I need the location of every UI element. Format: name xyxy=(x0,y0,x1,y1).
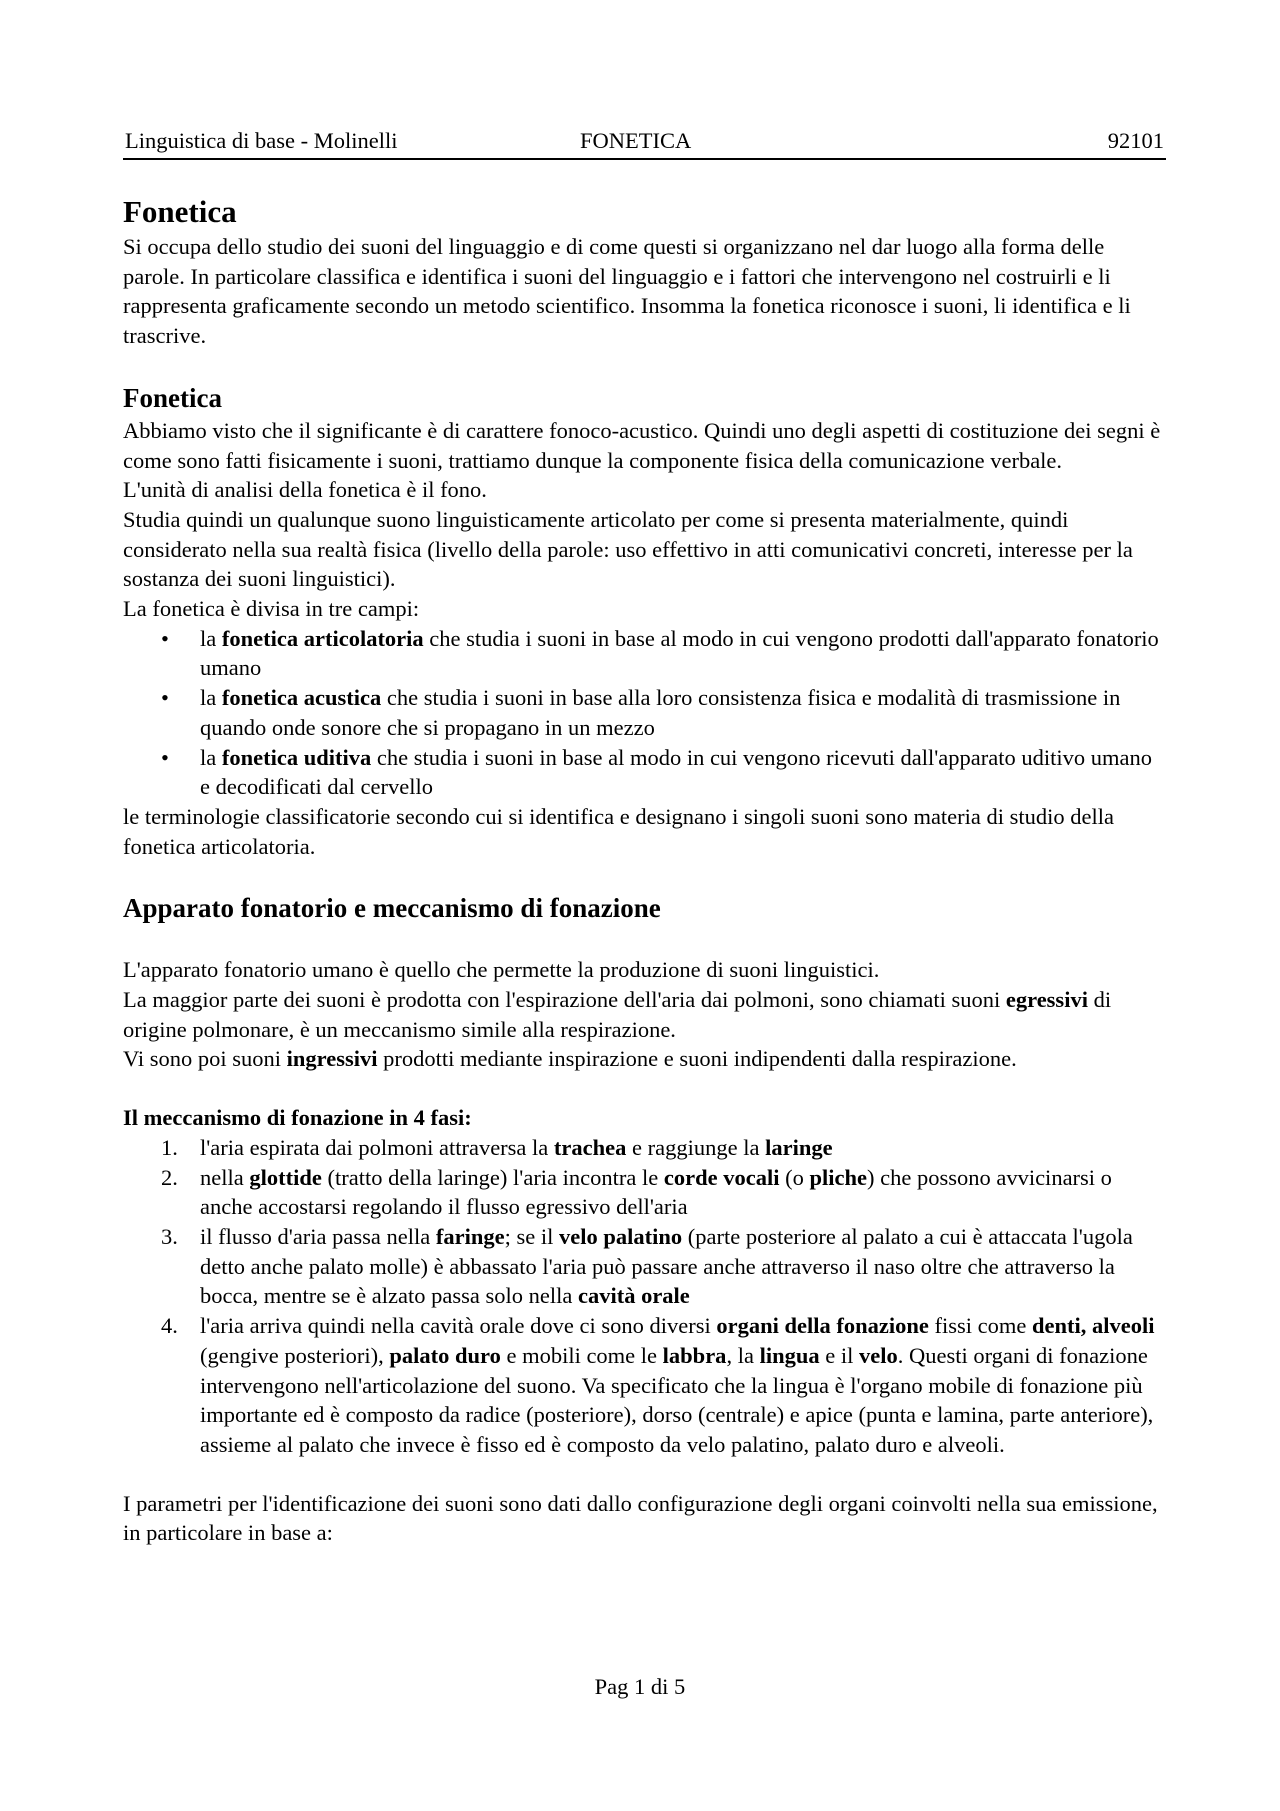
page-header xyxy=(123,126,1166,160)
bullet-icon: • xyxy=(161,625,169,651)
list-item: 3. il flusso d'aria passa nella faringe; se il velo palatino (parte posteriore al palato a cui è attaccata l'ugola detto anche palato molle) è abbassato l'aria può passare anche attraverso il naso oltre che attraverso la bocca, mentre se è alzato passa solo nella cavità orale xyxy=(161,1223,1133,1309)
spacer xyxy=(123,351,1166,380)
list-item: • la fonetica articolatoria che studia i suoni in base al modo in cui vengono prodotti dall'apparato fonatorio umano xyxy=(161,625,1159,681)
list-item: • la fonetica uditiva che studia i suoni in base al modo in cui vengono ricevuti dall'apparato uditivo umano e decodificati dal cervello xyxy=(161,744,1153,800)
paragraph: le terminologie classificatorie secondo cui si identifica e designano i singoli suoni sono materia di studio della fonetica articolatoria. xyxy=(123,803,1115,859)
paragraph: Studia quindi un qualunque suono linguisticamente articolato per come si presenta materialmente, quindi considerato nella sua realtà fisica (livello della parole: uso effettivo in atti comunicativi concreti, interesse per la sostanza dei suoni linguistici). xyxy=(123,506,1133,592)
paragraph: La maggior parte dei suoni è prodotta con l'espirazione dell'aria dai polmoni, sono chiamati suoni egressivi di origine polmonare, è un meccanismo simile alla respirazione. xyxy=(123,987,1112,1042)
section-title: Fonetica xyxy=(123,194,237,229)
spacer xyxy=(123,1460,1166,1489)
paragraph: L'unità di analisi della fonetica è il fono. xyxy=(123,477,487,503)
list-item: • la fonetica acustica che studia i suoni in base alla loro consistenza fisica e modalità di trasmissione in quando onde sonore che si propagano in un mezzo xyxy=(161,685,1121,740)
paragraph: La fonetica è divisa in tre campi: xyxy=(123,596,420,622)
header-code: 92101 xyxy=(1107,128,1164,153)
subsection-title: Il meccanismo di fonazione in 4 fasi: xyxy=(123,1105,472,1131)
list-item: 4. l'aria arriva quindi nella cavità orale dove ci sono diversi organi della fonazione fissi come denti, alveoli (gengive posteriori), palato duro e mobili come le labbra, la lingua e il velo. Questi organi di fonazione intervengono nell'articolazione del suono. Va specificato che la lingua è l'organo mobile di fonazione più importante ed è composto da radice (posteriore), dorso (centrale) e apice (punta e lamina, parte anteriore), assieme al palato che invece è fisso ed è composto da velo palatino, palato duro e alveoli. xyxy=(161,1313,1155,1457)
paragraph: Si occupa dello studio dei suoni del linguaggio e di come questi si organizzano nel dar luogo alla forma delle parole. In particolare classifica e identifica i suoni del linguaggio e i fattori che intervengono nel costruirli e li rappresenta graficamente secondo un metodo scientifico. Insomma la fonetica riconosce i suoni, li identifica e li trascrive. xyxy=(123,234,1131,349)
bullet-icon: • xyxy=(161,685,169,711)
section-title: Apparato fonatorio e meccanismo di fonazione xyxy=(123,893,661,924)
spacer xyxy=(123,1074,1166,1103)
bullet-icon: • xyxy=(161,744,169,770)
paragraph: Abbiamo visto che il significante è di carattere fonoco-acustico. Quindi uno degli aspetti di costituzione dei segni è come sono fatti fisicamente i suoni, trattiamo dunque la componente fisica della comunicazione verbale. xyxy=(123,417,1161,473)
document-body xyxy=(123,192,1166,1548)
section-title: Fonetica xyxy=(123,382,222,413)
spacer xyxy=(123,861,1166,890)
list-item: 2. nella glottide (tratto della laringe) l'aria incontra le corde vocali (o pliche) che possono avvicinarsi o anche accostarsi regolando il flusso egressivo dell'aria xyxy=(161,1164,1112,1220)
page-number: Pag 1 di 5 xyxy=(594,1674,686,1699)
bullet-list xyxy=(123,624,1166,802)
paragraph: L'apparato fonatorio umano è quello che permette la produzione di suoni linguistici. xyxy=(123,957,880,983)
header-topic: FONETICA xyxy=(580,128,692,153)
spacer xyxy=(123,926,1166,955)
paragraph: I parametri per l'identificazione dei suoni sono dati dallo configurazione degli organi coinvolti nella sua emissione, in particolare in base a: xyxy=(123,1490,1158,1546)
numbered-list xyxy=(123,1133,1166,1460)
header-course: Linguistica di base - Molinelli xyxy=(125,128,398,153)
list-item: 1. l'aria espirata dai polmoni attraversa la trachea e raggiunge la laringe xyxy=(161,1134,833,1160)
paragraph: Vi sono poi suoni ingressivi prodotti mediante inspirazione e suoni indipendenti dalla respirazione. xyxy=(123,1046,1017,1072)
